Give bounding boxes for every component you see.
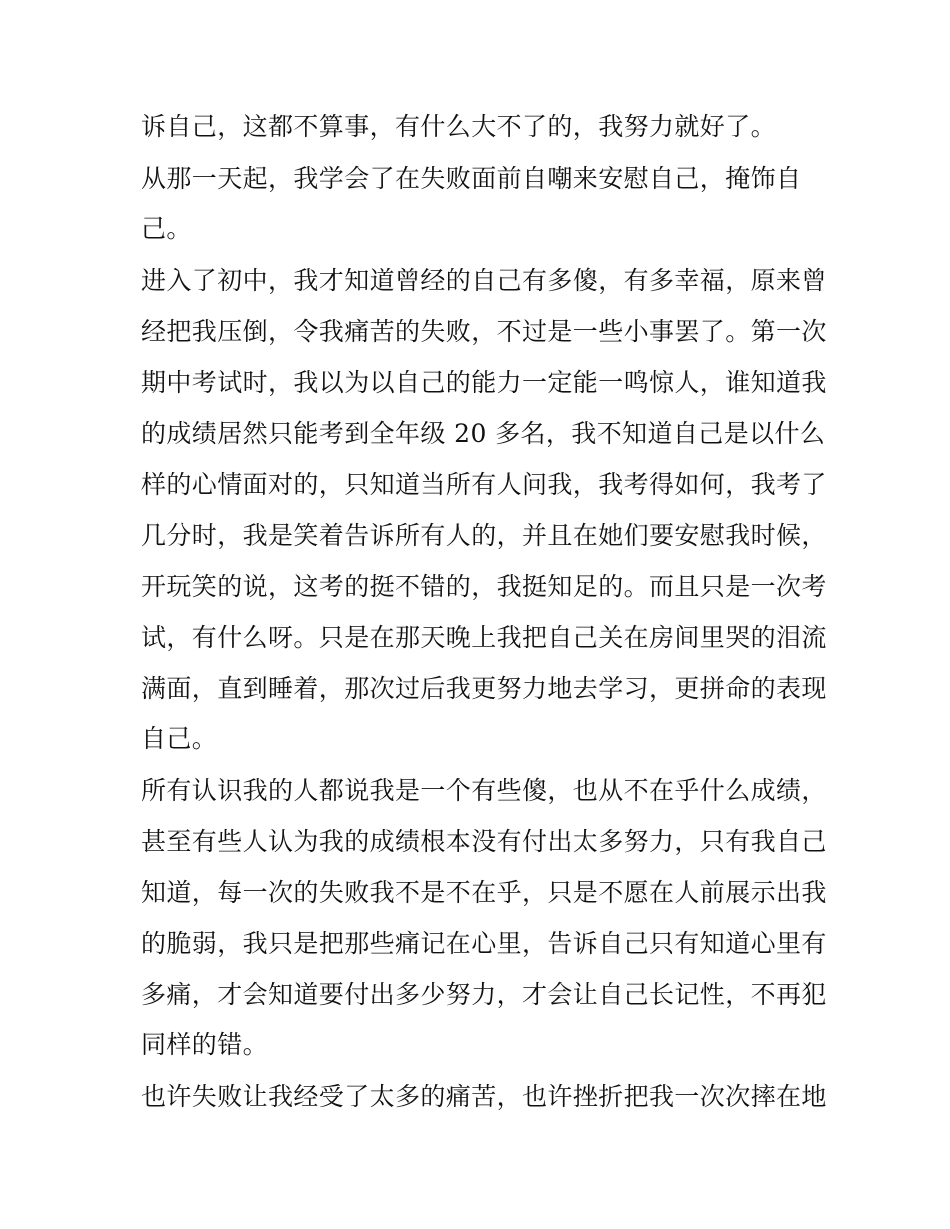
text-line: 己。	[141, 214, 192, 243]
text-line: 开玩笑的说，这考的挺不错的，我挺知足的。而且只是一次考	[141, 572, 827, 601]
text-line: 几分时，我是笑着告诉所有人的，并且在她们要安慰我时候，	[141, 521, 827, 550]
text-line: 经把我压倒，令我痛苦的失败，不过是一些小事罢了。第一次	[141, 317, 827, 346]
text-line: 也许失败让我经受了太多的痛苦，也许挫折把我一次次摔在地	[141, 1082, 827, 1111]
text-line: 的成绩居然只能考到全年级 20 多名，我不知道自己是以什么	[141, 419, 826, 448]
text-line: 进入了初中，我才知道曾经的自己有多傻，有多幸福，原来曾	[141, 266, 827, 295]
text-line: 满面，直到睡着，那次过后我更努力地去学习，更拼命的表现	[141, 674, 827, 703]
text-line: 甚至有些人认为我的成绩根本没有付出太多努力，只有我自己	[141, 827, 827, 856]
text-line: 的脆弱，我只是把那些痛记在心里，告诉自己只有知道心里有	[141, 929, 827, 958]
text-line: 多痛，才会知道要付出多少努力，才会让自己长记性，不再犯	[141, 980, 827, 1009]
text-line: 从那一天起，我学会了在失败面前自嘲来安慰自己，掩饰自	[141, 164, 802, 193]
text-line: 知道，每一次的失败我不是不在乎，只是不愿在人前展示出我	[141, 878, 827, 907]
text-line: 样的心情面对的，只知道当所有人问我，我考得如何，我考了	[141, 470, 827, 499]
text-line: 试，有什么呀。只是在那天晚上我把自己关在房间里哭的泪流	[141, 623, 827, 652]
text-line: 期中考试时，我以为以自己的能力一定能一鸣惊人，谁知道我	[141, 368, 827, 397]
text-line: 所有认识我的人都说我是一个有些傻，也从不在乎什么成绩，	[141, 776, 827, 805]
text-line: 自己。	[141, 724, 218, 753]
text-line: 诉自己，这都不算事，有什么大不了的，我努力就好了。	[141, 112, 777, 141]
text-line: 同样的错。	[141, 1030, 269, 1059]
